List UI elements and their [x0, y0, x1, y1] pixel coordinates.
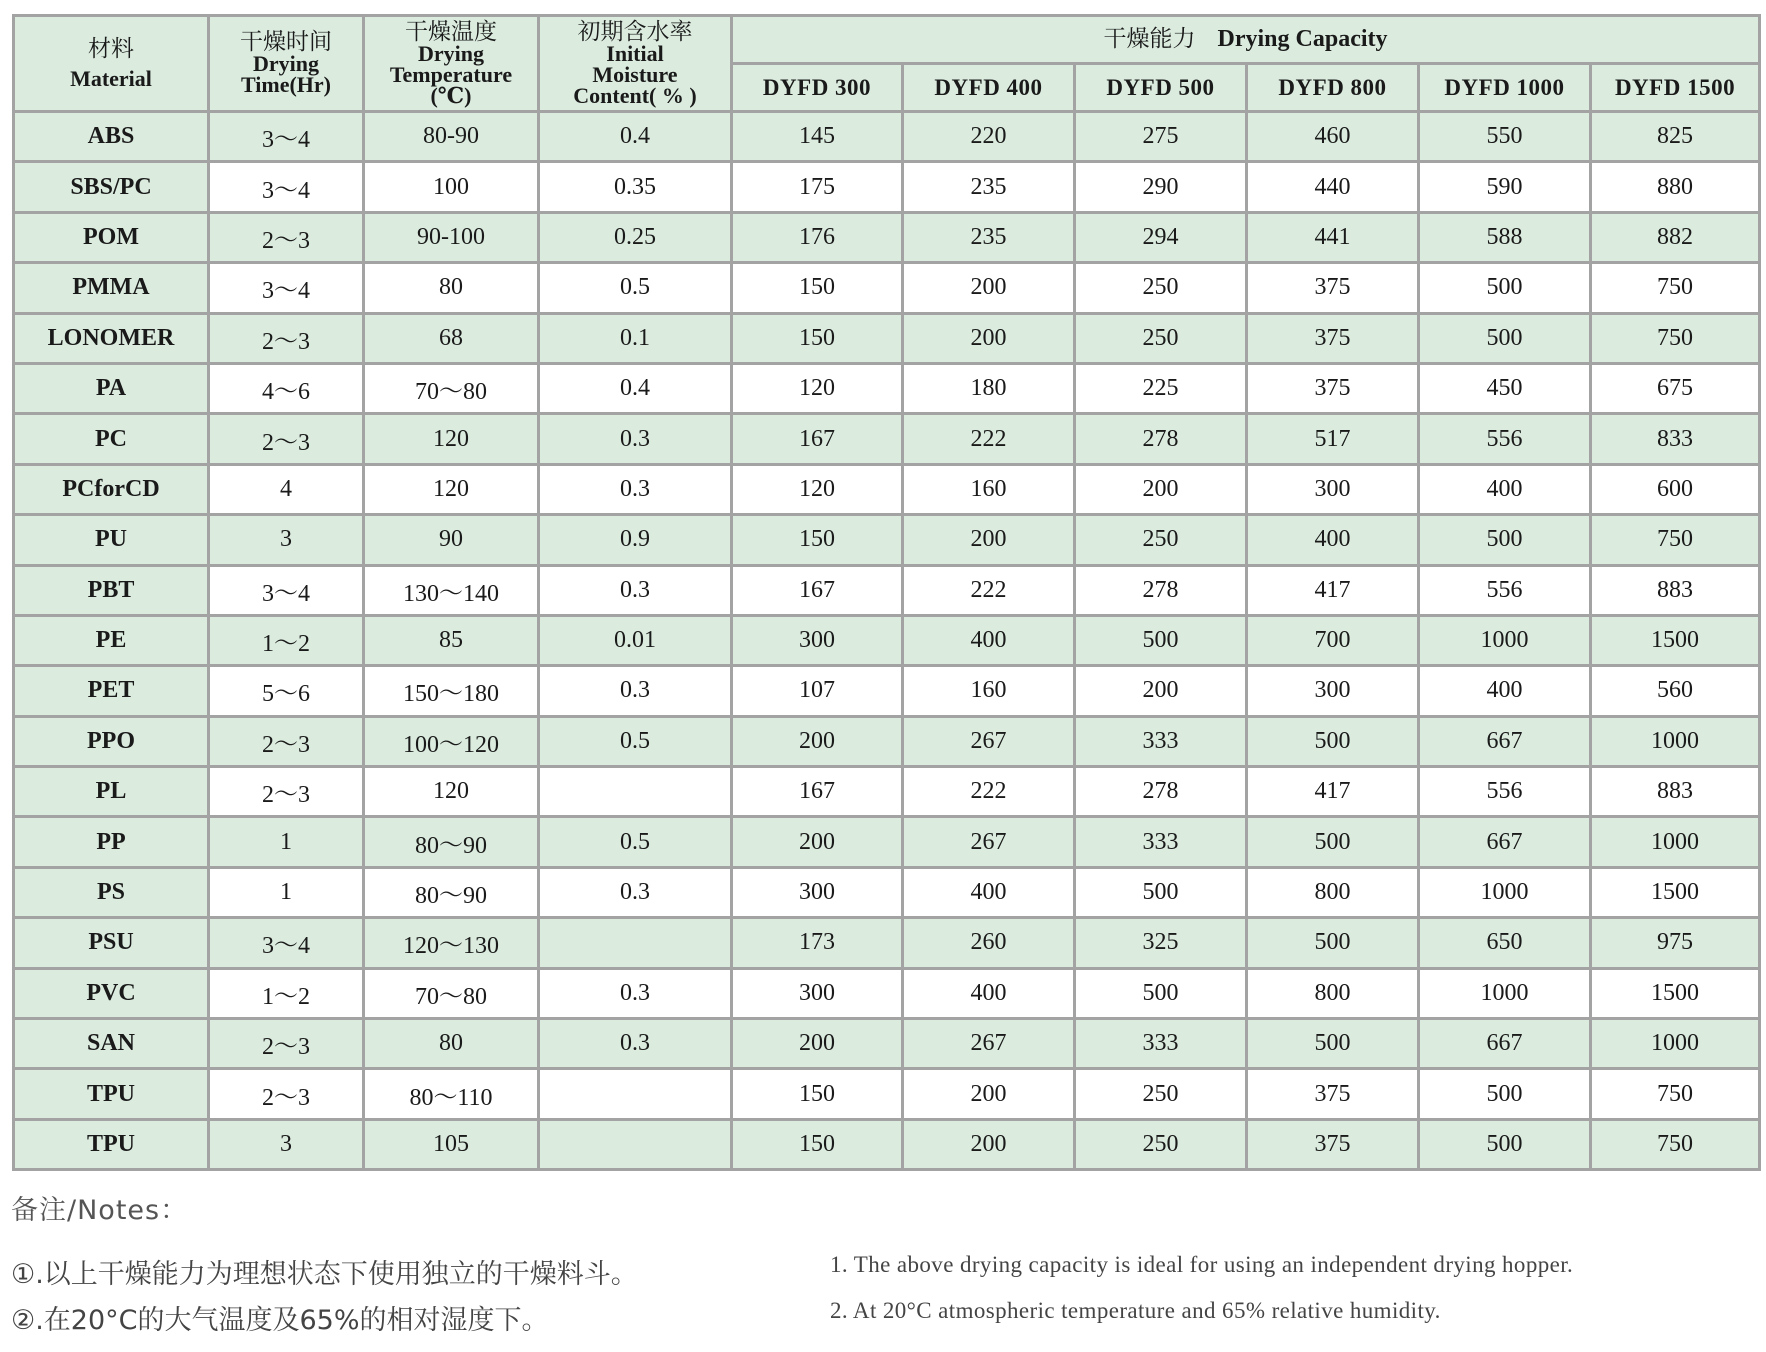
material-cell: SAN — [14, 1019, 209, 1069]
table-cell: 500 — [1247, 1019, 1419, 1069]
material-cell: PC — [14, 414, 209, 464]
table-cell: 441 — [1247, 212, 1419, 262]
table-cell: 1～2 — [209, 968, 364, 1018]
table-cell: 200 — [1075, 666, 1247, 716]
table-cell: 2～3 — [209, 767, 364, 817]
table-cell: 0.5 — [539, 716, 732, 766]
table-cell: 650 — [1419, 918, 1591, 968]
table-cell: 460 — [1247, 112, 1419, 162]
table-cell: 0.3 — [539, 414, 732, 464]
table-cell: 1000 — [1419, 615, 1591, 665]
table-cell: 267 — [903, 1019, 1075, 1069]
table-cell — [539, 918, 732, 968]
table-cell: 250 — [1075, 515, 1247, 565]
table-cell: 1500 — [1591, 867, 1760, 917]
table-cell: 500 — [1247, 817, 1419, 867]
table-cell: 235 — [903, 162, 1075, 212]
table-cell: 0.3 — [539, 666, 732, 716]
table-cell: 400 — [1247, 515, 1419, 565]
table-cell: 0.3 — [539, 867, 732, 917]
table-row — [14, 112, 1760, 162]
table-cell: 80-90 — [364, 112, 539, 162]
table-cell: 500 — [1247, 716, 1419, 766]
table-cell: 100～120 — [364, 716, 539, 766]
material-cell: PSU — [14, 918, 209, 968]
table-row — [14, 414, 1760, 464]
table-cell: 300 — [732, 867, 903, 917]
table-cell: 556 — [1419, 767, 1591, 817]
table-cell: 267 — [903, 817, 1075, 867]
table-cell: 120 — [364, 767, 539, 817]
table-cell: 556 — [1419, 414, 1591, 464]
table-cell: 500 — [1075, 615, 1247, 665]
table-cell: 2～3 — [209, 313, 364, 363]
table-cell: 975 — [1591, 918, 1760, 968]
table-cell: 200 — [1075, 464, 1247, 514]
table-row — [14, 1019, 1760, 1069]
table-cell: 275 — [1075, 112, 1247, 162]
table-cell: 1 — [209, 817, 364, 867]
table-cell: 0.35 — [539, 162, 732, 212]
table-cell: 750 — [1591, 515, 1760, 565]
table-cell: 4～6 — [209, 363, 364, 413]
table-cell: 1000 — [1419, 867, 1591, 917]
table-row — [14, 565, 1760, 615]
table-cell: 105 — [364, 1119, 539, 1169]
table-cell: 220 — [903, 112, 1075, 162]
table-cell: 880 — [1591, 162, 1760, 212]
table-cell: 200 — [732, 817, 903, 867]
header-model: DYFD 800 — [1247, 64, 1419, 112]
header-initial-moisture — [539, 16, 732, 112]
table-row — [14, 817, 1760, 867]
header-drying-temperature-en2: Temperature — [389, 61, 513, 87]
table-row — [14, 767, 1760, 817]
table-cell: 600 — [1591, 464, 1760, 514]
table-cell: 222 — [903, 565, 1075, 615]
table-cell: 150 — [732, 263, 903, 313]
table-row — [14, 162, 1760, 212]
table-cell: 560 — [1591, 666, 1760, 716]
table-cell: 3 — [209, 515, 364, 565]
table-cell: 375 — [1247, 313, 1419, 363]
table-cell: 0.3 — [539, 464, 732, 514]
table-cell: 450 — [1419, 363, 1591, 413]
drying-capacity-table — [12, 14, 1761, 1171]
table-cell: 333 — [1075, 817, 1247, 867]
header-material — [14, 16, 209, 112]
table-cell: 750 — [1591, 263, 1760, 313]
table-cell: 500 — [1419, 313, 1591, 363]
table-cell: 120 — [364, 464, 539, 514]
table-cell: 500 — [1075, 867, 1247, 917]
table-cell: 0.3 — [539, 968, 732, 1018]
table-cell: 120 — [364, 414, 539, 464]
material-cell: POM — [14, 212, 209, 262]
header-drying-capacity-en: Drying Capacity — [1217, 26, 1388, 52]
table-cell: 260 — [903, 918, 1075, 968]
table-cell: 550 — [1419, 112, 1591, 162]
table-cell: 883 — [1591, 767, 1760, 817]
material-cell: PE — [14, 615, 209, 665]
table-cell: 0.3 — [539, 1019, 732, 1069]
table-cell: 0.4 — [539, 112, 732, 162]
table-cell: 1000 — [1591, 817, 1760, 867]
table-cell: 90 — [364, 515, 539, 565]
table-cell: 167 — [732, 565, 903, 615]
table-cell: 400 — [903, 615, 1075, 665]
table-cell: 150 — [732, 515, 903, 565]
table-cell — [539, 767, 732, 817]
table-cell: 3～4 — [209, 918, 364, 968]
table-cell: 0.3 — [539, 565, 732, 615]
table-cell: 167 — [732, 767, 903, 817]
material-cell: PL — [14, 767, 209, 817]
table-cell: 250 — [1075, 1069, 1247, 1119]
table-cell: 222 — [903, 767, 1075, 817]
material-cell: LONOMER — [14, 313, 209, 363]
table-cell: 175 — [732, 162, 903, 212]
header-material-en: Material — [70, 65, 152, 91]
table-cell: 120 — [732, 363, 903, 413]
table-cell: 0.25 — [539, 212, 732, 262]
table-cell: 235 — [903, 212, 1075, 262]
table-cell: 0.01 — [539, 615, 732, 665]
table-cell: 588 — [1419, 212, 1591, 262]
table-row — [14, 515, 1760, 565]
table-cell: 1500 — [1591, 968, 1760, 1018]
table-cell: 375 — [1247, 1119, 1419, 1169]
table-cell: 500 — [1419, 1069, 1591, 1119]
table-cell: 0.5 — [539, 263, 732, 313]
table-cell: 222 — [903, 414, 1075, 464]
material-cell: PET — [14, 666, 209, 716]
table-body — [14, 112, 1760, 1170]
table-cell: 500 — [1419, 1119, 1591, 1169]
header-drying-time — [209, 16, 364, 112]
table-cell: 2～3 — [209, 716, 364, 766]
table-cell: 500 — [1419, 515, 1591, 565]
table-cell: 225 — [1075, 363, 1247, 413]
table-cell: 294 — [1075, 212, 1247, 262]
table-cell: 80～90 — [364, 867, 539, 917]
table-cell: 1～2 — [209, 615, 364, 665]
table-cell: 107 — [732, 666, 903, 716]
header-drying-temperature-en3: (℃) — [430, 82, 472, 108]
table-cell: 120 — [732, 464, 903, 514]
table-cell: 130～140 — [364, 565, 539, 615]
table-cell: 167 — [732, 414, 903, 464]
table-cell: 150～180 — [364, 666, 539, 716]
table-cell: 68 — [364, 313, 539, 363]
table-cell: 883 — [1591, 565, 1760, 615]
table-cell: 200 — [903, 263, 1075, 313]
table-cell: 0.5 — [539, 817, 732, 867]
table-cell: 3 — [209, 1119, 364, 1169]
table-cell: 2～3 — [209, 414, 364, 464]
table-cell: 700 — [1247, 615, 1419, 665]
table-cell: 590 — [1419, 162, 1591, 212]
header-material-cn: 材料 — [88, 35, 134, 62]
material-cell: PMMA — [14, 263, 209, 313]
table-cell: 70～80 — [364, 363, 539, 413]
note-en-1: 1. The above drying capacity is ideal for using an independent drying hopper. — [830, 1252, 1574, 1277]
table-cell: 440 — [1247, 162, 1419, 212]
table-cell: 150 — [732, 1119, 903, 1169]
table-cell: 0.9 — [539, 515, 732, 565]
table-cell: 200 — [903, 515, 1075, 565]
table-cell: 80～90 — [364, 817, 539, 867]
header-drying-temperature-en1: Drying — [418, 40, 484, 66]
table-cell: 120～130 — [364, 918, 539, 968]
header-drying-temperature — [364, 16, 539, 112]
header-model: DYFD 400 — [903, 64, 1075, 112]
table-cell — [539, 1069, 732, 1119]
header-initial-moisture-en3: Content( % ) — [573, 82, 697, 108]
header-model: DYFD 300 — [732, 64, 903, 112]
header-initial-moisture-en2: Moisture — [592, 61, 678, 87]
table-cell: 3～4 — [209, 112, 364, 162]
header-drying-time-en2: Time(Hr) — [240, 72, 331, 97]
table-cell: 100 — [364, 162, 539, 212]
table-cell: 333 — [1075, 1019, 1247, 1069]
table-cell: 2～3 — [209, 1019, 364, 1069]
table-cell: 300 — [732, 968, 903, 1018]
note-cn-2: ②.在20°C的大气温度及65%的相对湿度下。 — [11, 1305, 549, 1336]
table-cell: 2～3 — [209, 212, 364, 262]
table-cell — [539, 1119, 732, 1169]
table-cell: 290 — [1075, 162, 1247, 212]
table-cell: 0.4 — [539, 363, 732, 413]
material-cell: PA — [14, 363, 209, 413]
material-cell: ABS — [14, 112, 209, 162]
table-cell: 80 — [364, 263, 539, 313]
material-cell: PCforCD — [14, 464, 209, 514]
notes-title: 备注/Notes： — [11, 1195, 189, 1226]
table-cell: 667 — [1419, 1019, 1591, 1069]
table-cell: 200 — [903, 1119, 1075, 1169]
table-cell: 400 — [1419, 464, 1591, 514]
table-cell: 825 — [1591, 112, 1760, 162]
table-cell: 2～3 — [209, 1069, 364, 1119]
header-drying-time-en1: Drying — [253, 51, 319, 76]
table-row — [14, 212, 1760, 262]
header-drying-capacity-cn: 干燥能力 — [1103, 26, 1196, 52]
table-cell: 267 — [903, 716, 1075, 766]
material-cell: SBS/PC — [14, 162, 209, 212]
table-cell: 4 — [209, 464, 364, 514]
table-cell: 556 — [1419, 565, 1591, 615]
material-cell: PS — [14, 867, 209, 917]
table-cell: 833 — [1591, 414, 1760, 464]
table-cell: 0.1 — [539, 313, 732, 363]
table-row — [14, 464, 1760, 514]
table-cell: 3～4 — [209, 565, 364, 615]
table-cell: 517 — [1247, 414, 1419, 464]
table-cell: 667 — [1419, 817, 1591, 867]
material-cell: PU — [14, 515, 209, 565]
table-cell: 400 — [903, 968, 1075, 1018]
table-cell: 675 — [1591, 363, 1760, 413]
table-cell: 500 — [1075, 968, 1247, 1018]
table-cell: 375 — [1247, 263, 1419, 313]
table-cell: 500 — [1419, 263, 1591, 313]
table-cell: 176 — [732, 212, 903, 262]
table-cell: 278 — [1075, 767, 1247, 817]
table-row — [14, 1119, 1760, 1169]
header-row — [14, 16, 1760, 64]
table-cell: 85 — [364, 615, 539, 665]
header-model: DYFD 500 — [1075, 64, 1247, 112]
header-drying-capacity — [732, 16, 1760, 64]
table-row — [14, 1069, 1760, 1119]
header-model: DYFD 1500 — [1591, 64, 1760, 112]
table-cell: 800 — [1247, 968, 1419, 1018]
table-cell: 200 — [903, 1069, 1075, 1119]
table-cell: 750 — [1591, 1119, 1760, 1169]
table-cell: 1000 — [1591, 1019, 1760, 1069]
material-cell: PP — [14, 817, 209, 867]
table-cell: 250 — [1075, 313, 1247, 363]
table-cell: 145 — [732, 112, 903, 162]
material-cell: TPU — [14, 1119, 209, 1169]
table-cell: 278 — [1075, 414, 1247, 464]
table-cell: 160 — [903, 464, 1075, 514]
table-cell: 180 — [903, 363, 1075, 413]
table-cell: 417 — [1247, 767, 1419, 817]
table-cell: 200 — [732, 716, 903, 766]
table-cell: 150 — [732, 1069, 903, 1119]
table-cell: 375 — [1247, 1069, 1419, 1119]
table-row — [14, 867, 1760, 917]
table-cell: 250 — [1075, 263, 1247, 313]
table-cell: 750 — [1591, 1069, 1760, 1119]
table-cell: 1000 — [1419, 968, 1591, 1018]
table-cell: 300 — [732, 615, 903, 665]
table-cell: 1 — [209, 867, 364, 917]
table-cell: 3～4 — [209, 263, 364, 313]
note-cn-1: ①.以上干燥能力为理想状态下使用独立的干燥料斗。 — [11, 1259, 638, 1290]
table-row — [14, 363, 1760, 413]
table-cell: 150 — [732, 313, 903, 363]
header-model: DYFD 1000 — [1419, 64, 1591, 112]
table-cell: 200 — [732, 1019, 903, 1069]
material-cell: PVC — [14, 968, 209, 1018]
table-cell: 667 — [1419, 716, 1591, 766]
table-cell: 1000 — [1591, 716, 1760, 766]
table-cell: 80 — [364, 1019, 539, 1069]
table-row — [14, 666, 1760, 716]
table-cell: 300 — [1247, 666, 1419, 716]
table-cell: 173 — [732, 918, 903, 968]
table-cell: 70～80 — [364, 968, 539, 1018]
header-drying-time-cn: 干燥时间 — [240, 29, 332, 55]
material-cell: PBT — [14, 565, 209, 615]
table-cell: 500 — [1247, 918, 1419, 968]
table-cell: 325 — [1075, 918, 1247, 968]
table-row — [14, 263, 1760, 313]
table-cell: 250 — [1075, 1119, 1247, 1169]
table-cell: 278 — [1075, 565, 1247, 615]
table-cell: 400 — [903, 867, 1075, 917]
table-row — [14, 716, 1760, 766]
table-row — [14, 918, 1760, 968]
table-cell: 200 — [903, 313, 1075, 363]
header-initial-moisture-cn: 初期含水率 — [577, 18, 693, 45]
table-cell: 882 — [1591, 212, 1760, 262]
table-cell: 3～4 — [209, 162, 364, 212]
note-en-2: 2. At 20°C atmospheric temperature and 65% relative humidity. — [830, 1298, 1441, 1323]
table-cell: 5～6 — [209, 666, 364, 716]
table-cell: 750 — [1591, 313, 1760, 363]
table-cell: 333 — [1075, 716, 1247, 766]
header-drying-temperature-cn: 干燥温度 — [405, 18, 497, 45]
table-cell: 80～110 — [364, 1069, 539, 1119]
table-row — [14, 968, 1760, 1018]
table-row — [14, 615, 1760, 665]
table-row — [14, 313, 1760, 363]
material-cell: PPO — [14, 716, 209, 766]
table-cell: 1500 — [1591, 615, 1760, 665]
table-cell: 375 — [1247, 363, 1419, 413]
table-cell: 90-100 — [364, 212, 539, 262]
material-cell: TPU — [14, 1069, 209, 1119]
table-cell: 160 — [903, 666, 1075, 716]
table-cell: 300 — [1247, 464, 1419, 514]
header-initial-moisture-en1: Initial — [606, 40, 664, 66]
table-cell: 417 — [1247, 565, 1419, 615]
table-cell: 800 — [1247, 867, 1419, 917]
table-cell: 400 — [1419, 666, 1591, 716]
